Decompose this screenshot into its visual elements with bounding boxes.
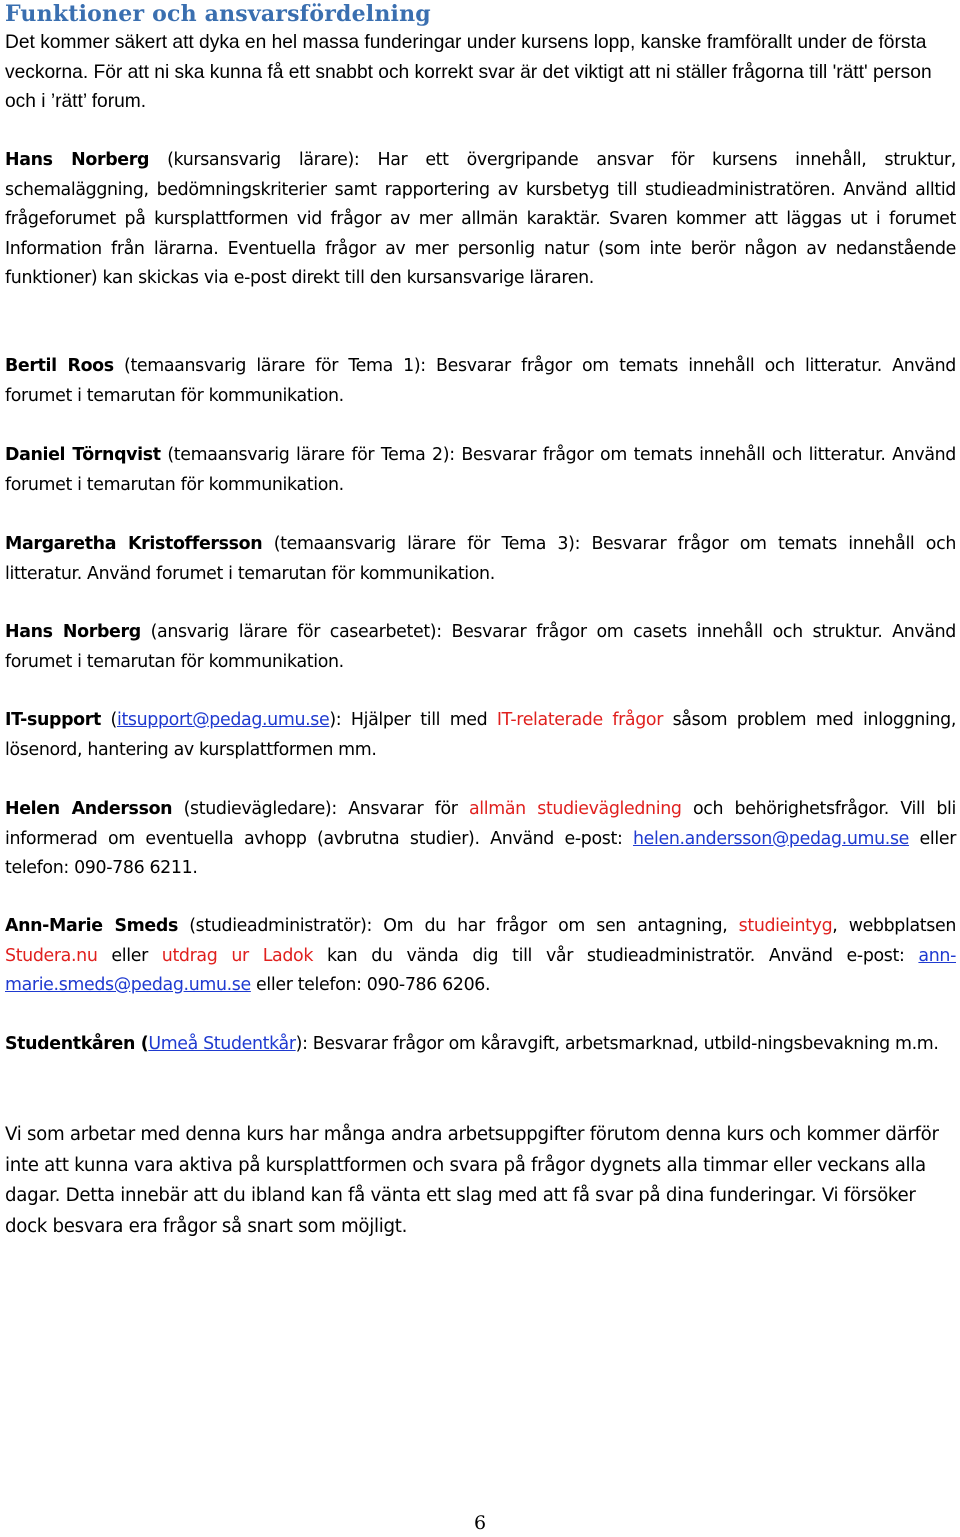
role-bertil-roos [5,352,956,411]
person-name: Ann-Marie Smeds [5,916,178,936]
role-text: eller telefon: 090-786 6206. [250,975,491,995]
role-description: (temaansvarig lärare för Tema 2): Besvarar frågor om temats innehåll och litteratur. Använd forumet i temarutan för kommunikation. [5,445,956,495]
ladok-extract-highlight: utdrag ur Ladok [161,945,314,966]
it-questions-highlight: IT-relaterade frågor [496,710,664,730]
studera-nu-highlight: Studera.nu [5,945,98,966]
role-daniel-tornqvist [5,441,956,500]
person-name: Helen Andersson [5,799,173,819]
intro-paragraph: Det kommer säkert att dyka en hel massa funderingar under kursens lopp, kanske framförallt under de första veckorna. För att ni ska kunna få ett snabbt och korrekt svar är det viktigt att ni ställer frågorna till 'rätt' person och i ’rätt’ forum. [5,32,932,112]
document-page [5,0,956,1237]
role-paragraph [5,146,956,294]
role-description: (temaansvarig lärare för Tema 1): Besvarar frågor om temats innehåll och litteratur. Använd forumet i temarutan för kommunikation. [5,356,956,406]
role-text: kan du vända dig till vår studieadministratör. Använd e-post: [313,945,919,966]
page-number: 6 [473,1512,487,1534]
role-text: , webbplatsen [832,916,956,936]
role-paragraph [5,912,956,1001]
role-hans-norberg-course [5,146,956,294]
role-paragraph [5,795,956,884]
role-text: och behörighetsfrågor. Vill bli informerad om eventuella avhopp (avbrutna studier). Använd e-post: [5,799,956,849]
role-it-support [5,706,956,765]
person-name: Bertil Roos [5,356,114,376]
role-text: ): Hjälper till med [329,710,497,730]
role-text: såsom problem med inloggning, lösenord, hantering av kursplattformen mm. [5,710,956,760]
person-name: Daniel Törnqvist [5,445,161,465]
closing-paragraph: Vi som arbetar med denna kurs har många andra arbetsuppgifter förutom denna kurs och kommer därför inte att kunna vara aktiva på kursplattformen och svara på frågor dygnets alla timmar eller veckans alla dagar. Detta innebär att du ibland kan få vänta ett slag med att få svar på dina funderingar. Vi försöker dock besvara era frågor så snart som möjligt. [5,1124,939,1237]
role-description: (temaansvarig lärare för Tema 3): Besvarar frågor om temats innehåll och litteratur. Använd forumet i temarutan för kommunikation. [5,534,956,584]
role-paragraph [5,441,956,500]
role-text: eller telefon: 090-786 6211. [5,828,956,878]
role-description: (kursansvarig lärare): Har ett övergripande ansvar för kursens innehåll, struktur, schemaläggning, bedömningskriterier samt rapportering av kursbetyg till studieadministratören. Använd alltid frågeforumet på kursplattformen vid frågor av mer allmän karaktär. Svaren kommer att läggas ut i forumet Information från lärarna. Eventuella frågor av mer personlig natur (som inte berör någon av nedanstående funktioner) kan skickas via e-post direkt till den kursansvarige läraren. [5,150,956,288]
section-heading: Funktioner och ansvarsfördelning [5,1,431,27]
person-name: Hans Norberg [5,622,141,642]
person-name: IT-support [5,710,101,730]
person-name: Hans Norberg [5,150,150,170]
role-studentkaren [5,1030,956,1060]
itsupport-email-link[interactable]: itsupport@pedag.umu.se [116,710,330,730]
role-text: (studieadministratör): Om du har frågor om sen antagning, [177,916,739,936]
role-ann-marie-smeds [5,912,956,1001]
role-helen-andersson [5,795,956,884]
role-paragraph [5,706,956,765]
role-paragraph [5,618,956,677]
person-name: Studentkåren ( [5,1034,149,1054]
helen-email-link[interactable]: helen.andersson@pedag.umu.se [632,828,910,849]
study-certificate-highlight: studieintyg [738,916,833,936]
person-name: Margaretha Kristoffersson [5,534,263,554]
ann-marie-email-link[interactable]: ann-marie.smeds@pedag.umu.se [5,945,956,995]
role-text: ): Besvarar frågor om kåravgift, arbetsmarknad, utbild-ningsbevakning m.m. [295,1034,939,1054]
study-guidance-highlight: allmän studievägledning [469,799,682,819]
role-paragraph [5,530,956,589]
role-text: ( [100,710,117,730]
role-hans-norberg-case [5,618,956,677]
role-description: (ansvarig lärare för casearbetet): Besvarar frågor om casets innehåll och struktur. Använd forumet i temarutan för kommunikation. [5,622,956,672]
role-text: eller [97,945,162,966]
role-text: (studievägledare): Ansvarar för [172,799,469,819]
role-margaretha-kristoffersson [5,530,956,589]
umea-studentkar-link[interactable]: Umeå Studentkår [148,1034,296,1054]
role-paragraph [5,1030,956,1060]
role-paragraph [5,352,956,411]
